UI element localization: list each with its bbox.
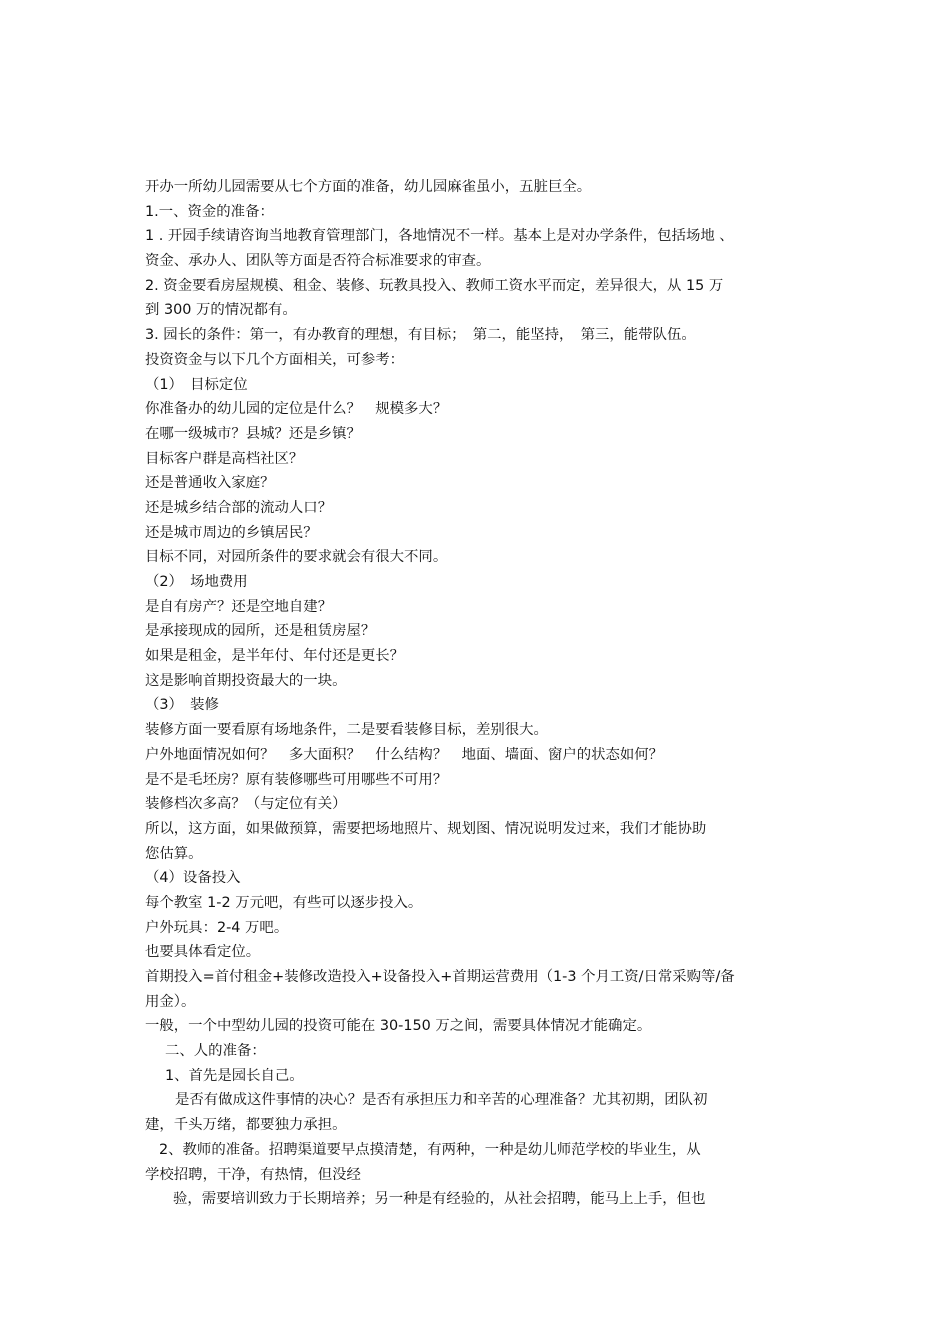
text-line: 学校招聘，干净，有热情，但没经 xyxy=(145,1166,361,1183)
text-line: 资金、承办人、团队等方面是否符合标准要求的审查。 xyxy=(145,253,491,270)
text-line: 1 . 开园手续请咨询当地教育管理部门，各地情况不一样。基本上是对办学条件，包括场地 、 xyxy=(145,228,734,245)
text-line: 这是影响首期投资最大的一块。 xyxy=(145,672,347,689)
text-line: 你准备办的幼儿园的定位是什么？ 规模多大？ xyxy=(145,401,448,418)
text-line: 是否有做成这件事情的决心？是否有承担压力和辛苦的心理准备？尤其初期，团队初 xyxy=(175,1092,708,1109)
text-line: 目标客户群是高档社区？ xyxy=(145,450,304,467)
text-line: 如果是租金，是半年付、年付还是更长？ xyxy=(145,648,405,665)
text-line: 还是城市周边的乡镇居民？ xyxy=(145,524,318,541)
text-line: 户外地面情况如何？ 多大面积？ 什么结构？ 地面、墙面、窗户的状态如何？ xyxy=(145,746,664,763)
text-line: 到 300 万的情况都有。 xyxy=(145,302,297,319)
text-line: 也要具体看定位。 xyxy=(145,944,261,961)
text-line: 验，需要培训致力于长期培养；另一种是有经验的，从社会招聘，能马上上手，但也 xyxy=(173,1191,706,1208)
text-line: 户外玩具：2-4 万吧。 xyxy=(145,919,289,936)
text-line: 每个教室 1-2 万元吧，有些可以逐步投入。 xyxy=(145,894,423,911)
text-line: 装修档次多高？（与定位有关） xyxy=(145,796,347,813)
text-line: 还是城乡结合部的流动人口？ xyxy=(145,499,333,516)
text-line: 用金）。 xyxy=(145,993,196,1010)
text-line: 1、首先是园长自己。 xyxy=(165,1067,304,1084)
text-line: 装修方面一要看原有场地条件，二是要看装修目标，差别很大。 xyxy=(145,722,548,739)
text-line: 是不是毛坯房？原有装修哪些可用哪些不可用？ xyxy=(145,771,448,788)
text-line: 2、教师的准备。招聘渠道要早点摸清楚，有两种，一种是幼儿师范学校的毕业生，从 xyxy=(159,1141,701,1158)
subsection-heading: （1） 目标定位 xyxy=(145,376,248,393)
text-line: 建，千头万绪，都要独力承担。 xyxy=(145,1117,347,1134)
text-line: 3. 园长的条件：第一，有办教育的理想，有目标； 第二，能坚持， 第三，能带队伍。 xyxy=(145,327,696,344)
text-line: 一般，一个中型幼儿园的投资可能在 30-150 万之间，需要具体情况才能确定。 xyxy=(145,1018,652,1035)
text-line: 投资资金与以下几个方面相关，可参考： xyxy=(145,351,405,368)
section-heading: 二、人的准备： xyxy=(165,1043,266,1060)
text-line: 是承接现成的园所，还是租赁房屋？ xyxy=(145,623,376,640)
text-line: 所以，这方面，如果做预算，需要把场地照片、规划图、情况说明发过来，我们才能协助 xyxy=(145,820,707,837)
text-line: 2. 资金要看房屋规模、租金、装修、玩教具投入、教师工资水平而定，差异很大，从 15 万 xyxy=(145,277,724,294)
text-line: 首期投入=首付租金+装修改造投入+设备投入+首期运营费用（1-3 个月工资/日常采购等/备 xyxy=(145,969,735,985)
text-line: 开办一所幼儿园需要从七个方面的准备，幼儿园麻雀虽小，五脏巨全。 xyxy=(145,179,592,195)
text-line: 是自有房产？还是空地自建？ xyxy=(145,598,333,615)
text-line: 在哪一级城市？县城？还是乡镇？ xyxy=(145,425,361,442)
subsection-heading: （4）设备投入 xyxy=(145,870,241,887)
text-line: 还是普通收入家庭？ xyxy=(145,475,275,492)
text-line: 您估算。 xyxy=(145,845,203,862)
subsection-heading: （3） 装修 xyxy=(145,697,219,714)
section-heading: 1.一、资金的准备： xyxy=(145,203,274,220)
text-line: 目标不同，对园所条件的要求就会有很大不同。 xyxy=(145,549,448,566)
subsection-heading: （2） 场地费用 xyxy=(145,574,248,590)
document-body xyxy=(145,175,813,1212)
